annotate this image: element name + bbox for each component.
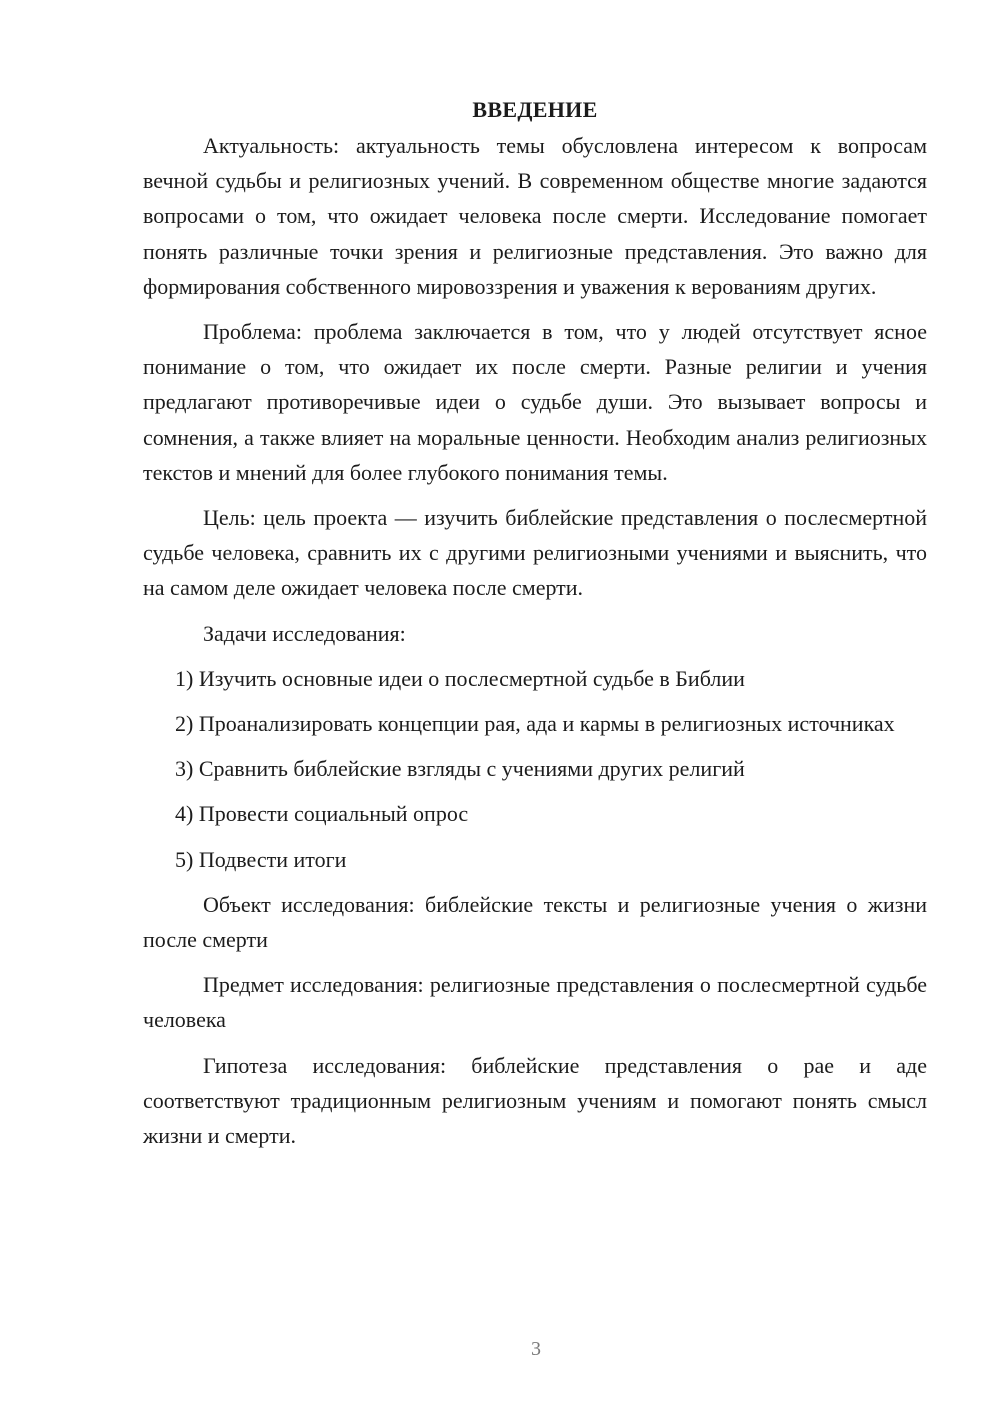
object-paragraph: Объект исследования: библейские тексты и религиозные учения о жизни после смерти [143,891,927,953]
hypothesis-paragraph: Гипотеза исследования: библейские представления о рае и аде соответствуют традиционным религиозным учениям и помогают понять смысл жизни и смерти. [143,1052,927,1149]
task-item-2: 2) Проанализировать концепции рая, ада и кармы в религиозных источниках [175,711,895,737]
goal-paragraph: Цель: цель проекта — изучить библейские представления о послесмертной судьбе человека, сравнить их с другими религиозными учениями и выяснить, что на самом деле ожидает человека после смерти. [143,505,927,601]
page-content [143,94,927,1153]
page-number: 3 [531,1338,541,1360]
task-item-4: 4) Провести социальный опрос [175,801,469,827]
task-item-5: 5) Подвести итоги [175,846,347,872]
section-title: ВВЕДЕНИЕ [472,97,598,122]
relevance-paragraph: Актуальность: актуальность темы обусловлена интересом к вопросам вечной судьбы и религиозных учений. В современном обществе многие задаются вопросами о том, что ожидает человека после смерти. Исследование помогает понять различные точки зрения и религиозные представления. Это важно для формирования собственного мировоззрения и уважения к верованиям других. [143,133,927,299]
subject-paragraph: Предмет исследования: религиозные представления о послесмертной судьбе человека [143,972,927,1033]
problem-paragraph: Проблема: проблема заключается в том, что у людей отсутствует ясное понимание о том, что ожидает их после смерти. Разные религии и учения предлагают противоречивые идеи о судьбе души. Это вызывает вопросы и сомнения, а также влияет на моральные ценности. Необходим анализ религиозных текстов и мнений для более глубокого понимания темы. [143,319,927,485]
task-item-1: 1) Изучить основные идеи о послесмертной судьбе в Библии [175,665,745,691]
task-item-3: 3) Сравнить библейские взгляды с учениями других религий [175,756,745,782]
tasks-heading: Задачи исследования: [203,620,406,646]
